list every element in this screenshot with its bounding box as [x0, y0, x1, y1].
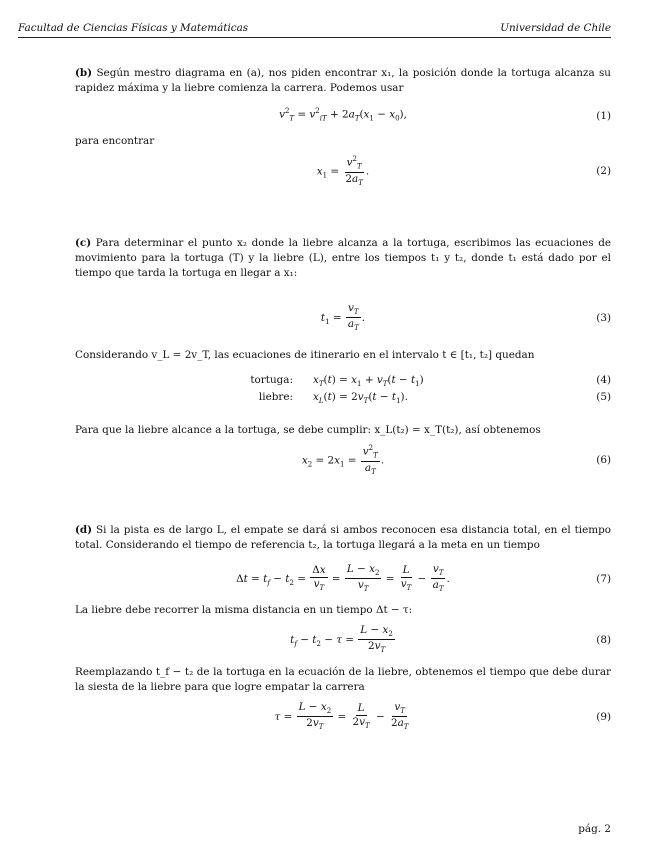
equation-7-body: $\Delta t = t_f - t_2$ = $\frac{\Delta x}{v_T}$ = $\frac{L - x_2}{v_T}$ = $\frac{L}{v_T}$ − $\frac{v_T}{a_T}$ .: [236, 563, 450, 594]
equation-4-body: $x_T(t) = x_1 + v_T(t - t_1)$: [313, 374, 424, 389]
part-b-paragraph: [75, 66, 611, 96]
equation-8-body: $t_f - t_2 - \tau$ = $\frac{L - x_2}{2v_T}$: [290, 624, 393, 655]
part-c-text: Para determinar el punto x₂ donde la liebre alcanza a la tortuga, escribimos las ecuaciones de movimiento para la tortuga (T) y la liebre (L), entre los tiempos t₁ y t₂, donde t₁ está dado por el tiempo que tarda la tortuga en llegar a x₁:: [75, 237, 611, 279]
part-b-between: para encontrar: [75, 135, 155, 147]
equation-9-body: τ = $\frac{L - x_2}{2v_T}$ = $\frac{L}{2v_T}$ − $\frac{v_T}{2a_T}$: [274, 701, 409, 732]
header-rule: [18, 37, 611, 38]
equation-9: [75, 702, 611, 732]
equation-1-body: $v^2_T = v^2_{iT} + 2a_T(x_1 - x_0)$,: [279, 107, 407, 123]
equation-3: [75, 303, 611, 333]
equation-5-body: $x_L(t) = 2v_T(t - t_1)$.: [313, 391, 408, 406]
equation-8: [75, 625, 611, 655]
equation-5: [75, 391, 611, 408]
equation-1-number: (1): [596, 110, 611, 122]
equation-3-body: $t_1$ = $\frac{v_T}{a_T}$ .: [320, 302, 366, 333]
tortuga-label: tortuga:: [250, 374, 293, 386]
equation-7: [75, 564, 611, 594]
part-c-considering: Considerando v_L = 2v_T, las ecuaciones de itinerario en el intervalo t ∈ [t₁, t₂] quedan: [75, 349, 535, 361]
equation-7-number: (7): [596, 573, 611, 585]
page-number: pág. 2: [578, 823, 611, 835]
equation-5-number: (5): [596, 391, 611, 403]
equation-1: [75, 101, 611, 131]
equation-6-number: (6): [596, 454, 611, 466]
liebre-label: liebre:: [258, 391, 293, 403]
itinerary-equations: [75, 374, 611, 408]
part-c-label: (c): [75, 237, 92, 249]
part-b-text: Según mestro diagrama en (a), nos piden encontrar x₁, la posición donde la tortuga alcanza su rapidez máxima y la liebre comienza la carrera. Podemos usar: [75, 67, 611, 94]
part-d-paragraph: [75, 523, 611, 553]
equation-2-number: (2): [596, 165, 611, 177]
equation-4: [75, 374, 611, 391]
part-c-condition: Para que la liebre alcance a la tortuga, se debe cumplir: x_L(t₂) = x_T(t₂), así obtenemos: [75, 424, 541, 436]
equation-4-number: (4): [596, 374, 611, 386]
equation-6: [75, 445, 611, 475]
part-b-label: (b): [75, 67, 93, 79]
part-d-liebre-text: La liebre debe recorrer la misma distancia en un tiempo Δt − τ:: [75, 604, 413, 616]
equation-3-number: (3): [596, 312, 611, 324]
equation-2: [75, 156, 611, 186]
header-university: Universidad de Chile: [500, 22, 611, 34]
part-c-paragraph: [75, 236, 611, 281]
part-d-replace-text: Reemplazando t_f − t₂ de la tortuga en la ecuación de la liebre, obtenemos el tiempo que debe durar la siesta de la liebre para que logre empatar la carrera: [75, 666, 611, 693]
part-d-label: (d): [75, 524, 93, 536]
equation-8-number: (8): [596, 634, 611, 646]
equation-9-number: (9): [596, 711, 611, 723]
part-d-text: Si la pista es de largo L, el empate se dará si ambos reconocen esa distancia total, en el tiempo total. Considerando el tiempo de referencia t₂, la tortuga llegará a la meta en un tiempo: [75, 524, 611, 551]
equation-2-body: $x_1$ = $\frac{v^2_T}{2a_T}$ .: [316, 155, 370, 187]
header-faculty: Facultad de Ciencias Físicas y Matemáticas: [18, 22, 249, 34]
equation-6-body: $x_2 = 2x_1$ = $\frac{v^2_T}{a_T}$ .: [301, 444, 385, 476]
